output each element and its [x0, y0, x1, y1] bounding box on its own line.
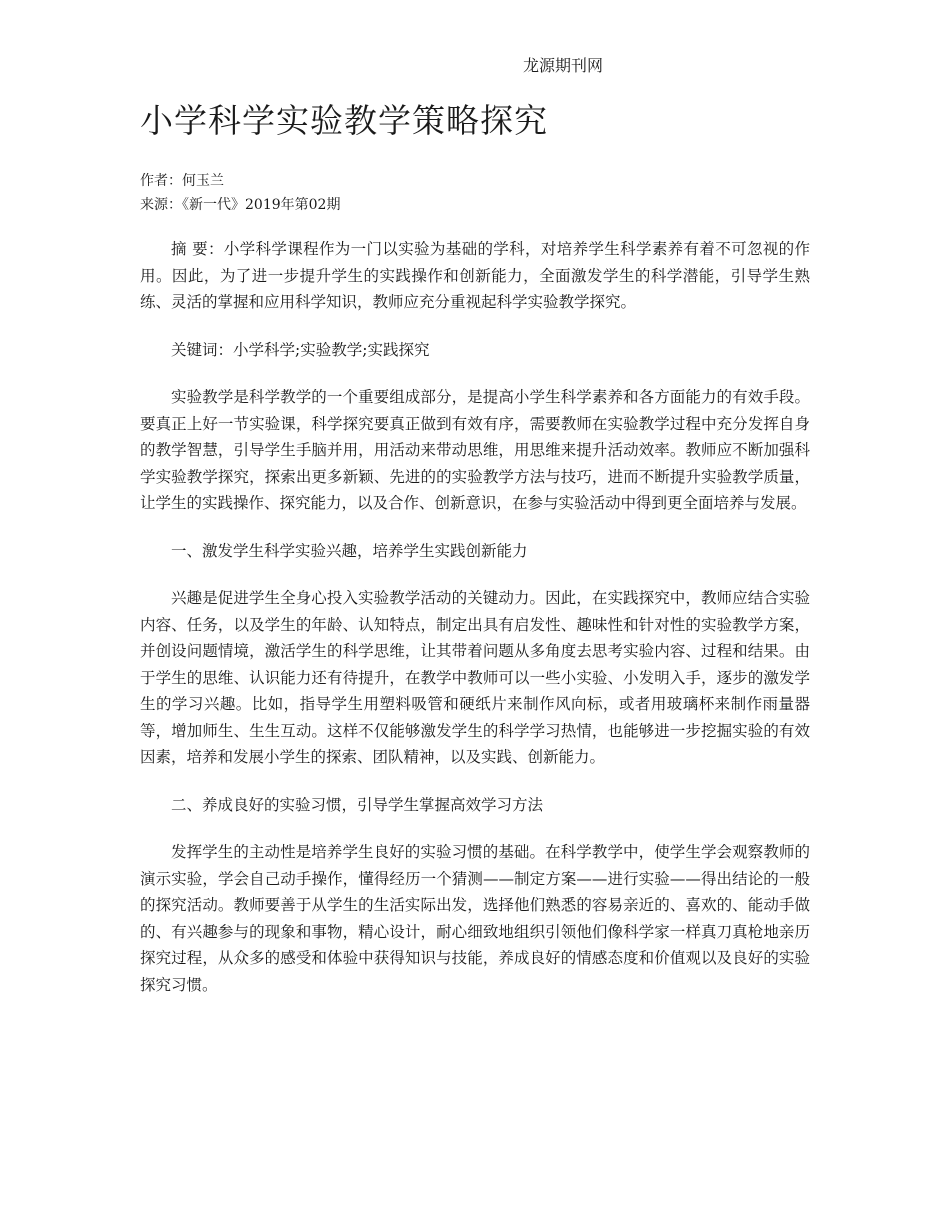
intro-paragraph: 实验教学是科学教学的一个重要组成部分，是提高小学生科学素养和各方面能力的有效手段。要真正上好一节实验课，科学探究要真正做到有效有序，需要教师在实验教学过程中充分发挥自身的教学智慧，引导学生手脑并用，用活动来带动思维，用思维来提升活动效率。教师应不断加强科学实验教学探究，探索出更多新颖、先进的的实验教学方法与技巧，进而不断提升实验教学质量，让学生的实践操作、探究能力，以及合作、创新意识，在参与实验活动中得到更全面培养与发展。	[140, 388, 810, 512]
article-body	[140, 236, 810, 1019]
source-line: 来源：《新一代》2019年第02期	[140, 197, 341, 213]
section-2-paragraph: 发挥学生的主动性是培养学生良好的实验习惯的基础。在科学教学中，使学生学会观察教师的演示实验，学会自己动手操作，懂得经历一个猜测——制定方案——进行实验——得出结论的一般的探究活动。教师要善于从学生的生活实际出发，选择他们熟悉的容易亲近的、喜欢的、能动手做的、有兴趣参与的现象和事物，精心设计，耐心细致地组织引领他们像科学家一样真刀真枪地亲历探究过程，从众多的感受和体验中获得知识与技能，养成良好的情感态度和价值观以及良好的实验探究习惯。	[140, 843, 810, 994]
article-title: 小学科学实验教学策略探究	[140, 101, 548, 140]
keywords-paragraph: 关键词：小学科学;实验教学;实践探究	[171, 340, 430, 359]
section-1-paragraph: 兴趣是促进学生全身心投入实验教学活动的关键动力。因此，在实践探究中，教师应结合实验内容、任务，以及学生的年龄、认知特点，制定出具有启发性、趣味性和针对性的实验教学方案，并创设问题情境，激活学生的科学思维，让其带着问题从多角度去思考实验内容、过程和结果。由于学生的思维、认识能力还有待提升，在教学中教师可以一些小实验、小发明入手，逐步的激发学生的学习兴趣。比如，指导学生用塑料吸管和硬纸片来制作风向标，或者用玻璃杯来制作雨量器等，增加师生、生生互动。这样不仅能够激发学生的科学学习热情，也能够进一步挖掘实验的有效因素，培养和发展小学生的探索、团队精神，以及实践、创新能力。	[140, 589, 810, 766]
section-heading-2: 二、养成良好的实验习惯，引导学生掌握高效学习方法	[171, 795, 544, 814]
abstract-paragraph: 摘 要：小学科学课程作为一门以实验为基础的学科，对培养学生科学素养有着不可忽视的作用。因此，为了进一步提升学生的实践操作和创新能力，全面激发学生的科学潜能，引导学生熟练、灵活的掌握和应用科学知识，教师应充分重视起科学实验教学探究。	[140, 240, 810, 311]
section-heading-1: 一、激发学生科学实验兴趣，培养学生实践创新能力	[171, 541, 528, 560]
site-name: 龙源期刊网	[523, 56, 604, 75]
author-line: 作者：何玉兰	[140, 173, 224, 189]
